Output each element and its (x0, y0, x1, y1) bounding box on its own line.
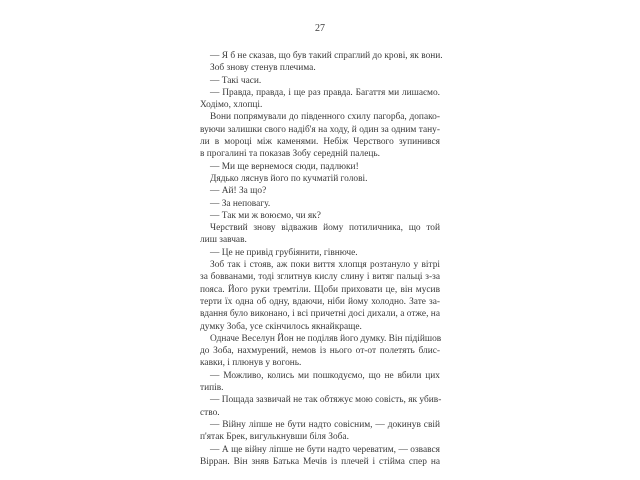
text-line: в прогалині та показав Зобу середній палець. (200, 149, 381, 160)
text-line: Вони попрямували до південного схилу пагорба, допако- (210, 112, 440, 123)
text-line: — Правда, правда, і ще раз правда. Багаття ми лишаємо. (210, 87, 440, 98)
text-line: вуючи залишки свого надіб'я на ходу, й один за одним тану- (200, 124, 440, 135)
text-line: — Ми ще вернемося сюди, падлюки! (210, 161, 359, 172)
text-line: Одначе Веселун Йон не поділяв його думку. Він підійшов (210, 333, 442, 344)
text-line: Черствий знову відважив йому потиличника, що той (210, 223, 440, 234)
text-line: лиш завчав. (200, 235, 247, 246)
text-line: ство. (200, 407, 220, 418)
text-line: кавки, і плюнув у вогонь. (200, 358, 302, 369)
text-line: за бовванами, тоді зглитнув кислу слину і витяг пальці з-за (200, 272, 440, 283)
text-line: — А ще війну ліпше не бути надто череватим, — озвався (210, 444, 440, 455)
text-line: Зоб так і стояв, аж поки виття хлопця розтануло у вітрі (210, 260, 440, 271)
text-line: — Так ми ж воюємо, чи як? (210, 210, 321, 221)
text-line: вдання було виконано, і всі причетні досі дихали, а отже, на (200, 309, 440, 320)
text-line: Вірран. Він зняв Батька Мечів із плечей і стійма спер на (200, 456, 440, 467)
text-line: терти їх одна об одну, вдаючи, ніби йому холодно. Зате за- (200, 296, 440, 307)
text-line: до Зоба, нахмурений, немов із нього от-от полетять блис- (200, 346, 440, 357)
text-line: п'ятак Брек, вигулькнувши біля Зоба. (200, 432, 349, 443)
text-line: Ходімо, хлопці. (200, 100, 263, 111)
text-line: типів. (200, 383, 224, 394)
text-line: — За неповагу. (210, 198, 271, 209)
text-line: — Такі часи. (210, 75, 262, 86)
text-line: — Війну ліпше не бути надто совісним, — докинув свій (210, 419, 440, 430)
text-line: думку Зоба, усе скінчилось якнайкраще. (200, 321, 362, 332)
body-text (200, 50, 443, 468)
text-line: — Можливо, колись ми пошкодуємо, що не вбили цих (210, 370, 440, 381)
text-line: Зоб знову стенув плечима. (210, 63, 316, 74)
text-line: — Ай! За що? (210, 186, 267, 197)
text-line: Дядько ляснув його по кучматій голові. (210, 173, 368, 184)
text-line: — Я б не сказав, що був такий спраглий до крові, як вони. (210, 51, 443, 61)
page-number: 27 (315, 23, 325, 34)
text-line: ли в мороці між каменями. Небіж Черствого зупинився (200, 137, 440, 148)
text-line: пояса. Його руки тремтіли. Щоби приховати це, він мусив (200, 284, 440, 295)
text-line: — Пощада зазвичай не так обтяжує мою совість, як убив- (210, 395, 442, 406)
text-line: — Це не привід грубіянити, гівнюче. (210, 247, 358, 258)
